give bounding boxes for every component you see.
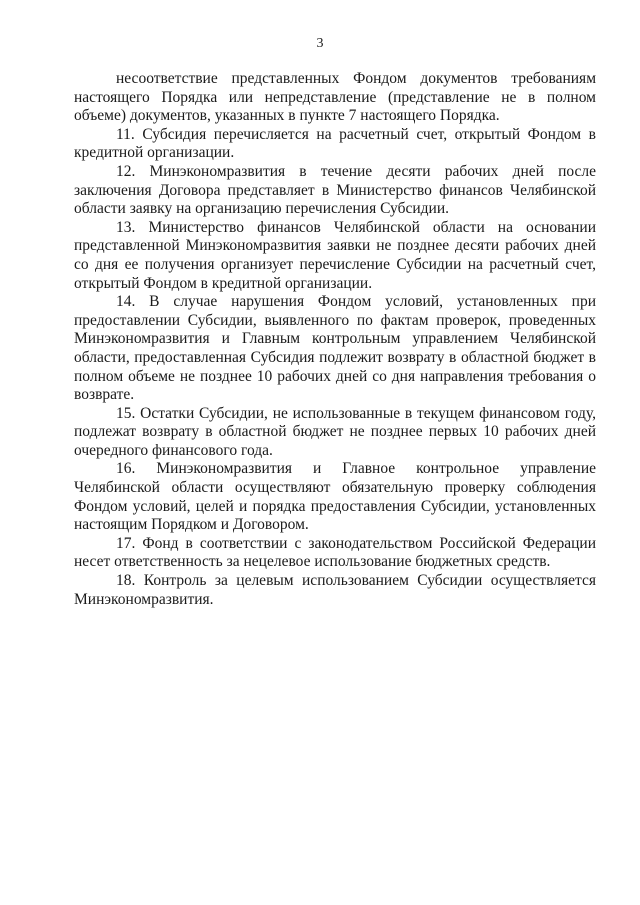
paragraph-item-17: 17. Фонд в соответствии с законодательством Российской Федерации несет ответственность за нецелевое использование бюджетных средств. xyxy=(74,534,596,571)
paragraph-item-14: 14. В случае нарушения Фондом условий, установленных при предоставлении Субсидии, выявленного по фактам проверок, проведенных Минэкономразвития и Главным контрольным управлением Челябинской области, предоставленная Субсидия подлежит возврату в областной бюджет в полном объеме не позднее 10 рабочих дней со дня направления требования о возврате. xyxy=(74,293,596,404)
paragraph-item-13: 13. Министерство финансов Челябинской области на основании представленной Минэкономразвития заявки не позднее десяти рабочих дней со дня ее получения организует перечисление Субсидии на расчетный счет, открытый Фондом в кредитной организации. xyxy=(74,218,596,292)
paragraph-continuation: несоответствие представленных Фондом документов требованиям настоящего Порядка или непредставление (представление не в полном объеме) документов, указанных в пункте 7 настоящего Порядка. xyxy=(74,70,596,125)
paragraph-item-16: 16. Минэкономразвития и Главное контрольное управление Челябинской области осуществляют обязательную проверку соблюдения Фондом условий, целей и порядка предоставления Субсидии, установленных настоящим Порядком и Договором. xyxy=(74,460,596,534)
paragraph-item-12: 12. Минэкономразвития в течение десяти рабочих дней после заключения Договора представляет в Министерство финансов Челябинской области заявку на организацию перечисления Субсидии. xyxy=(74,162,596,218)
paragraph-item-11: 11. Субсидия перечисляется на расчетный счет, открытый Фондом в кредитной организации. xyxy=(74,125,596,162)
page-number: 3 xyxy=(316,36,324,51)
paragraph-item-18: 18. Контроль за целевым использованием Субсидии осуществляется Минэкономразвития. xyxy=(74,572,596,608)
paragraph-item-15: 15. Остатки Субсидии, не использованные в текущем финансовом году, подлежат возврату в областной бюджет не позднее первых 10 рабочих дней очередного финансового года. xyxy=(74,404,596,459)
document-body xyxy=(74,70,596,609)
